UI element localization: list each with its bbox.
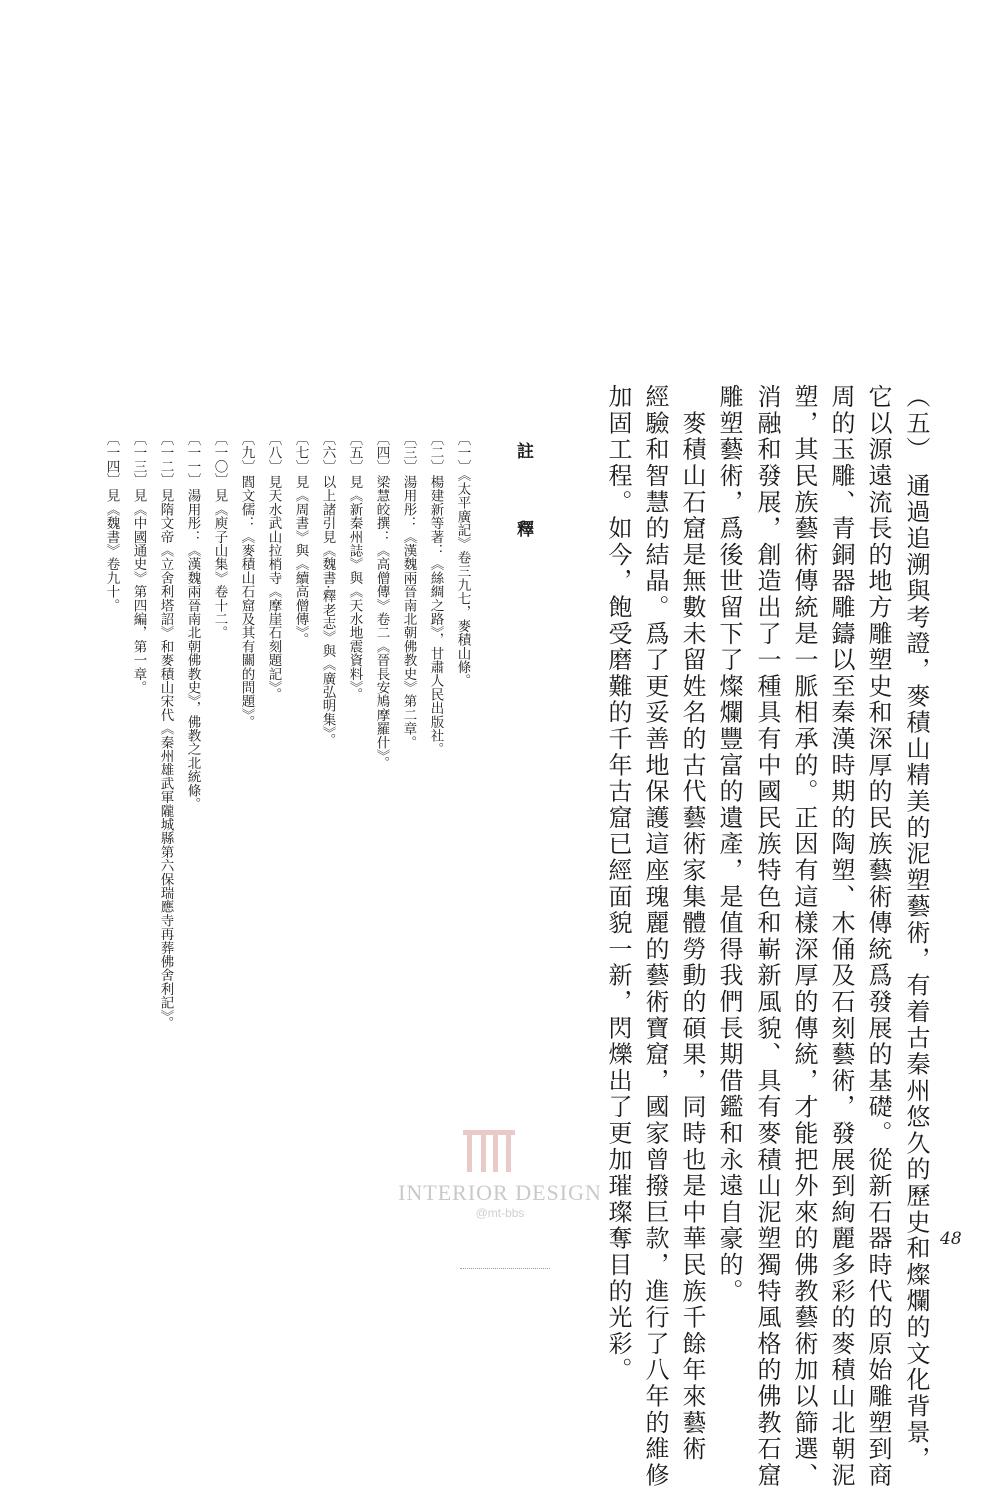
note-item [320, 432, 334, 747]
note-marker: 〔一二〕 [157, 432, 174, 487]
note-marker: 〔二〕 [427, 432, 444, 474]
note-item [455, 432, 469, 688]
note-marker: 〔三〕 [400, 432, 417, 474]
note-text: 楊建新等著：《絲綢之路》，甘肅人民出版社。 [427, 475, 444, 757]
note-item [428, 432, 442, 756]
note-text: 見天水武山拉梢寺《摩崖石刻題記》。 [265, 475, 282, 702]
note-text: 《太平廣記》卷三九七，麥積山條。 [454, 475, 471, 688]
note-item [185, 432, 199, 811]
watermark-logo-icon [463, 1130, 515, 1172]
note-text: 以上諸引見《魏書·釋老志》與《廣弘明集》。 [319, 475, 336, 747]
notes-title: 註 釋 [513, 442, 533, 559]
note-marker: 〔一三〕 [130, 432, 147, 487]
body-column-1: （五） 通過追溯與考證，麥積山精美的泥塑藝術，有着古秦州悠久的歷史和燦爛的文化背景， [902, 384, 930, 1473]
note-item [266, 432, 280, 701]
note-marker: 〔七〕 [292, 432, 309, 474]
note-marker: 〔一〇〕 [211, 432, 228, 487]
note-item [401, 432, 415, 749]
note-item [104, 432, 118, 612]
note-item [374, 432, 388, 770]
note-text: 見隋文帝《立舍利塔詔》和麥積山宋代《秦州雄武軍隴城縣第六保瑞應寺再葬佛舍利記》。 [157, 488, 174, 1031]
watermark-handle: @mt-bbs [475, 1206, 525, 1220]
body-column-9: 加固工程。如今，飽受磨難的千年古窟已經面貌一新，閃爍出了更加璀璨奪目的光彩。 [604, 384, 632, 1384]
note-item [131, 432, 145, 694]
note-text: 湯用彤：《漢魏兩晉南北朝佛教史》第二章。 [400, 475, 417, 750]
body-column-2: 它以源遠流長的地方雕塑史和深厚的民族藝術傳統爲發展的基礎。從新石器時代的原始雕塑到商 [864, 384, 892, 1489]
note-text: 見《周書》與《續高僧傳》。 [292, 475, 309, 647]
note-marker: 〔一一〕 [184, 432, 201, 487]
note-text: 閻文儒：《麥積山石窟及其有關的問題》。 [238, 475, 255, 729]
note-item [347, 432, 361, 701]
body-column-6: 雕塑藝術，爲後世留下了燦爛豐富的遺產，是值得我們長期借鑑和永遠自豪的。 [715, 384, 743, 1305]
body-column-7: 麥積山石窟是無數未留姓名的古代藝術家集體勞動的碩果，同時也是中華民族千餘年來藝術 [678, 384, 706, 1463]
note-marker: 〔九〕 [238, 432, 255, 474]
note-text: 見《庾子山集》卷十二。 [211, 488, 228, 640]
note-marker: 〔一〕 [454, 432, 471, 474]
body-column-5: 消融和發展，創造出了一種具有中國民族特色和嶄新風貌、具有麥積山泥塑獨特風格的佛教石窟 [753, 384, 781, 1489]
note-text: 見《中國通史》第四編，第一章。 [130, 488, 147, 695]
page-number: 48 [940, 1229, 962, 1249]
note-marker: 〔一四〕 [103, 432, 120, 487]
note-item [293, 432, 307, 646]
note-item [158, 432, 172, 1030]
body-column-8: 經驗和智慧的結晶。爲了更妥善地保護這座瑰麗的藝術寶窟，國家曾撥巨款，進行了八年的維修 [641, 384, 669, 1489]
note-text: 梁慧皎撰：《高僧傳》卷二《晉長安鳩摩羅什》。 [373, 475, 390, 770]
note-text: 見《新秦州誌》與《天水地震資料》。 [346, 475, 363, 702]
note-marker: 〔八〕 [265, 432, 282, 474]
note-text: 湯用彤：《漢魏兩晉南北朝佛教史》，佛教之北統條。 [184, 488, 201, 811]
note-item [212, 432, 226, 640]
body-column-4: 塑，其民族藝術傳統是一脈相承的。正因有這樣深厚的傳統，才能把外來的佛教藝術加以篩選、 [790, 384, 818, 1489]
watermark-text: INTERIOR DESIGN [398, 1180, 602, 1205]
note-item [239, 432, 253, 729]
note-text: 見《魏書》卷九十。 [103, 488, 120, 613]
body-column-3: 周的玉雕、青銅器雕鑄以至秦漢時期的陶塑、木俑及石刻藝術，發展到絢麗多彩的麥積山北朝泥 [827, 384, 855, 1489]
note-marker: 〔六〕 [319, 432, 336, 474]
bottom-divider [460, 1268, 550, 1271]
note-marker: 〔五〕 [346, 432, 363, 474]
note-marker: 〔四〕 [373, 432, 390, 474]
